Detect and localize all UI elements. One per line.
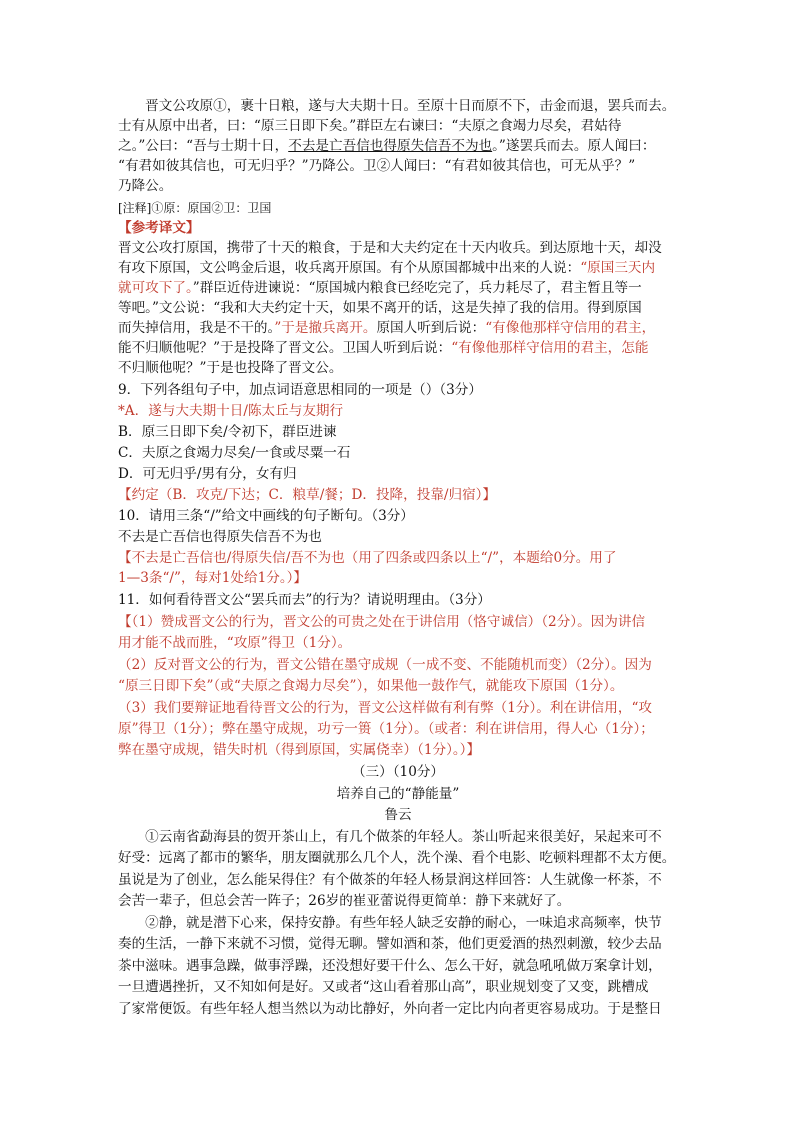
translation-line: 等吧。”文公说：“我和大夫约定十天，如果不离开的话，这是失掉了我的信用。得到原国 — [118, 300, 642, 316]
translation-line: 能不归顺他呢？”于是投降了晋文公。卫国人听到后说：“有像他那样守信用的君主，怎能 — [118, 340, 649, 356]
translation-line: 不归顺他呢？”于是也投降了晋文公。 — [118, 360, 343, 376]
paragraph-line: 会苦一辈子，但总会苦一阵子；26岁的崔亚蕾说得更简单：静下来就好了。 — [118, 893, 571, 909]
translation-line: 晋文公攻打原国，携带了十天的粮食，于是和大夫约定在十天内收兵。到达原地十天，却没 — [118, 240, 662, 256]
paragraph-line: 茶中滋味。遇事急躁，做事浮躁，还没想好要干什么、怎么干好，就急吼吼做万案拿计划， — [118, 958, 662, 974]
question-9-answer: 【约定（B．攻克/下达；C．粮草/餐；D．投降，投靠/归宿）】 — [118, 487, 497, 503]
article-author: 鲁云 — [384, 807, 412, 823]
paragraph-line: 好受：远离了都市的繁华，朋友圈就那么几个人，洗个澡、看个电影、吃顿料理都不太方便。 — [118, 850, 676, 866]
passage-line: 之。”公曰：“吾与士期十日，不去是亡吾信也得原失信吾不为也。”遂罢兵而去。原人闻曰： — [118, 138, 656, 154]
paragraph-line: 了家常便饭。有些年轻人想当然以为动比静好，外向者一定比内向者更容易成功。于是整日 — [118, 1001, 662, 1017]
translation-line: 有攻下原国，文公鸣金后退，收兵离开原国。有个从原国都城中出来的人说：“原国三天内 — [118, 260, 656, 276]
question-11-answer: 【（1）赞成晋文公的行为，晋文公的可贵之处在于讲信用（恪守诚信）（2分）。因为讲信 — [118, 614, 646, 630]
question-11-answer: 弊在墨守成规，错失时机（得到原国，实属侥幸）（1分）。）】 — [118, 742, 481, 758]
passage-line: “有君如彼其信也，可无归乎？”乃降公。卫②人闻曰：“有君如彼其信也，可无从乎？” — [118, 158, 636, 174]
annotation-note: [注释]①原：原国②卫：卫国 — [118, 201, 272, 215]
passage-line: 士有从原中出者，曰：“原三日即下矣。”群臣左右谏曰：“夫原之食竭力尽矣，君姑待 — [118, 118, 622, 134]
passage-line: 晋文公攻原①，裹十日粮，遂与大夫期十日。至原十日而原不下，击金而退，罢兵而去。 — [118, 98, 676, 114]
question-10-answer: 1—3条“/”，每对1处给1分。）】 — [118, 570, 308, 586]
translation-line: 而失掉信用，我是不干的。”于是撤兵离开。原国人听到后说：“有像他那样守信用的君主， — [118, 320, 656, 336]
question-11-stem: 11．如何看待晋文公“罢兵而去”的行为？请说明理由。（3分） — [118, 592, 491, 608]
question-11-answer: （2）反对晋文公的行为，晋文公错在墨守成规（一成不变、不能随机而变）（2分）。因为 — [118, 657, 652, 673]
question-9-option-c: C．夫原之食竭力尽矣/一食或尽粟一石 — [118, 445, 351, 461]
paragraph-line: 奏的生活，一静下来就不习惯，觉得无聊。譬如酒和茶，他们更爱酒的热烈刺激，较少去品 — [118, 936, 662, 952]
article-title: 培养自己的“静能量” — [336, 786, 460, 802]
question-10-sentence: 不去是亡吾信也得原失信吾不为也 — [118, 529, 322, 545]
question-11-answer: （3）我们要辩证地看待晋文公的行为，晋文公这样做有利有弊（1分）。利在讲信用，“攻 — [118, 700, 653, 716]
question-11-answer: “原三日即下矣”（或“夫原之食竭力尽矣”），如果他一鼓作气，就能攻下原国（1分）。 — [118, 678, 624, 694]
paragraph-line: ②静，就是潜下心来，保持安静。有些年轻人缺乏安静的耐心，一味追求高频率，快节 — [118, 915, 662, 931]
underlined-sentence: 不去是亡吾信也得原失信吾不为也 — [288, 138, 493, 154]
question-9-option-b: B．原三日即下矣/令初下，群臣进谏 — [118, 424, 337, 440]
question-9-option-a: *A．遂与大夫期十日/陈太丘与友期行 — [118, 403, 344, 419]
question-11-answer: 原”得卫（1分）；弊在墨守成规，功亏一篑（1分）。（或者：利在讲信用，得人心（1分）； — [118, 721, 654, 737]
paragraph-line: ①云南省勐海县的贺开茶山上，有几个做茶的年轻人。茶山听起来很美好，呆起来可不 — [118, 829, 662, 845]
question-9-stem: 9．下列各组句子中，加点词语意思相同的一项是（）（3分） — [118, 382, 482, 398]
question-10-stem: 10．请用三条“/”给文中画线的句子断句。（3分） — [118, 508, 414, 524]
passage-line: 乃降公。 — [118, 178, 173, 194]
translation-line: 就可攻下了。”群臣近侍进谏说：“原国城内粮食已经吃完了，兵力耗尽了，君主暂且等一 — [118, 280, 642, 296]
question-9-option-d: D．可无归乎/男有分，女有归 — [118, 466, 297, 482]
section-label: （三）（10分） — [351, 764, 445, 780]
paragraph-line: 一旦遭遇挫折，又不知如何是好。又或者“这山看着那山高”，职业规划变了又变，跳槽成 — [118, 979, 649, 995]
question-10-answer: 【不去是亡吾信也/得原失信/吾不为也（用了四条或四条以上“/”，本题给0分。用了 — [118, 550, 617, 566]
paragraph-line: 虽说是为了创业，怎么能呆得住？有个做茶的年轻人杨景润这样回答：人生就像一杯茶，不 — [118, 872, 662, 888]
translation-heading: 【参考译文】 — [118, 220, 200, 236]
question-11-answer: 用才能不战而胜，“攻原”得卫（1分）。 — [118, 635, 352, 651]
